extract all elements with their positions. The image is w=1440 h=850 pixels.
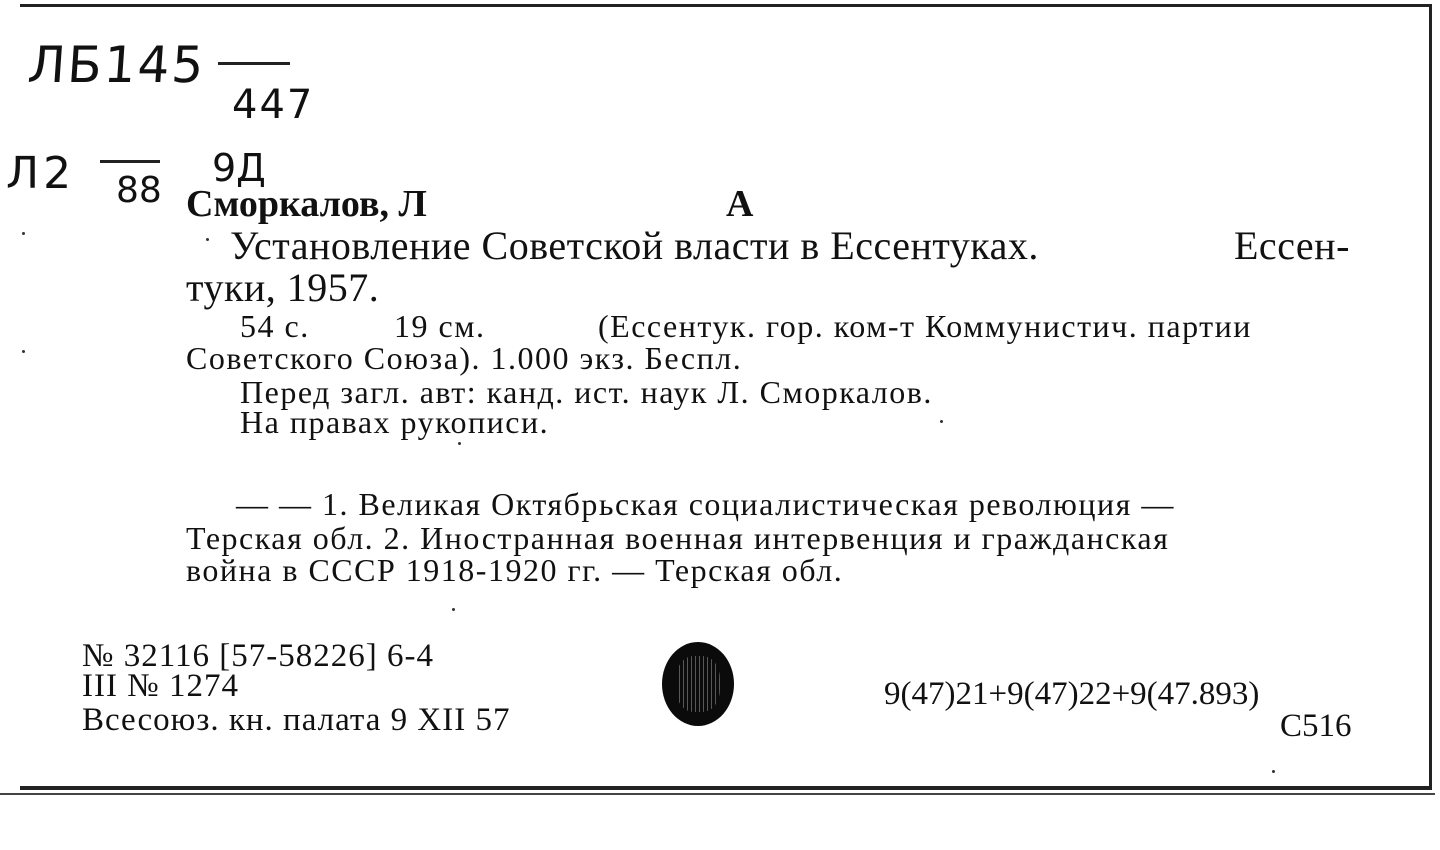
- handwritten-shelf-mark-left-numerator: 9Д: [212, 146, 266, 190]
- book-chamber-line: Всесоюз. кн. палата 9 XII 57: [82, 702, 511, 738]
- handwritten-shelf-mark-top: ЛБ145: [25, 36, 208, 94]
- card-number-line: № 32116 [57-58226] 6-4: [82, 638, 434, 674]
- handwritten-fraction-bar-top: [218, 62, 290, 65]
- title-line-1: Установление Советской власти в Ессентуках.: [230, 223, 1039, 268]
- author-heading: Сморкалов, Л: [186, 183, 427, 225]
- description-line-2: Советского Союза). 1.000 экз. Беспл.: [186, 340, 743, 376]
- title-line-2: туки, 1957.: [186, 265, 380, 310]
- note-manuscript: На правах рукописи.: [240, 404, 550, 440]
- catalog-letter: А: [726, 183, 754, 225]
- subjects-line-3: война в СССР 1918-1920 гг. — Терская обл.: [186, 552, 844, 588]
- note-author: Перед загл. авт: канд. ист. наук Л. Сморкалов.: [240, 374, 933, 410]
- title-line-1-end: Ессен-: [1234, 223, 1350, 268]
- classification-index: 9(47)21+9(47)22+9(47.893): [884, 676, 1260, 712]
- subjects-line-2: Терская обл. 2. Иностранная военная интервенция и гражданская: [186, 520, 1170, 556]
- description-pages: 54 с.: [240, 308, 310, 344]
- description-publisher: (Ессентук. гор. ком-т Коммунистич. партии: [598, 308, 1252, 344]
- handwritten-shelf-mark-left-denominator: 88: [116, 170, 162, 211]
- subjects-line-1: — — 1. Великая Октябрьская социалистическая революция —: [236, 486, 1175, 522]
- description-size: 19 см.: [394, 308, 486, 344]
- handwritten-fraction-bar-left: [100, 160, 160, 163]
- handwritten-shelf-mark-left: Л2: [6, 148, 76, 199]
- author-mark: С516: [1280, 708, 1352, 744]
- card-number-line-2: III № 1274: [82, 668, 239, 704]
- handwritten-shelf-mark-top-denominator: 447: [232, 82, 315, 128]
- round-stamp: [662, 642, 734, 726]
